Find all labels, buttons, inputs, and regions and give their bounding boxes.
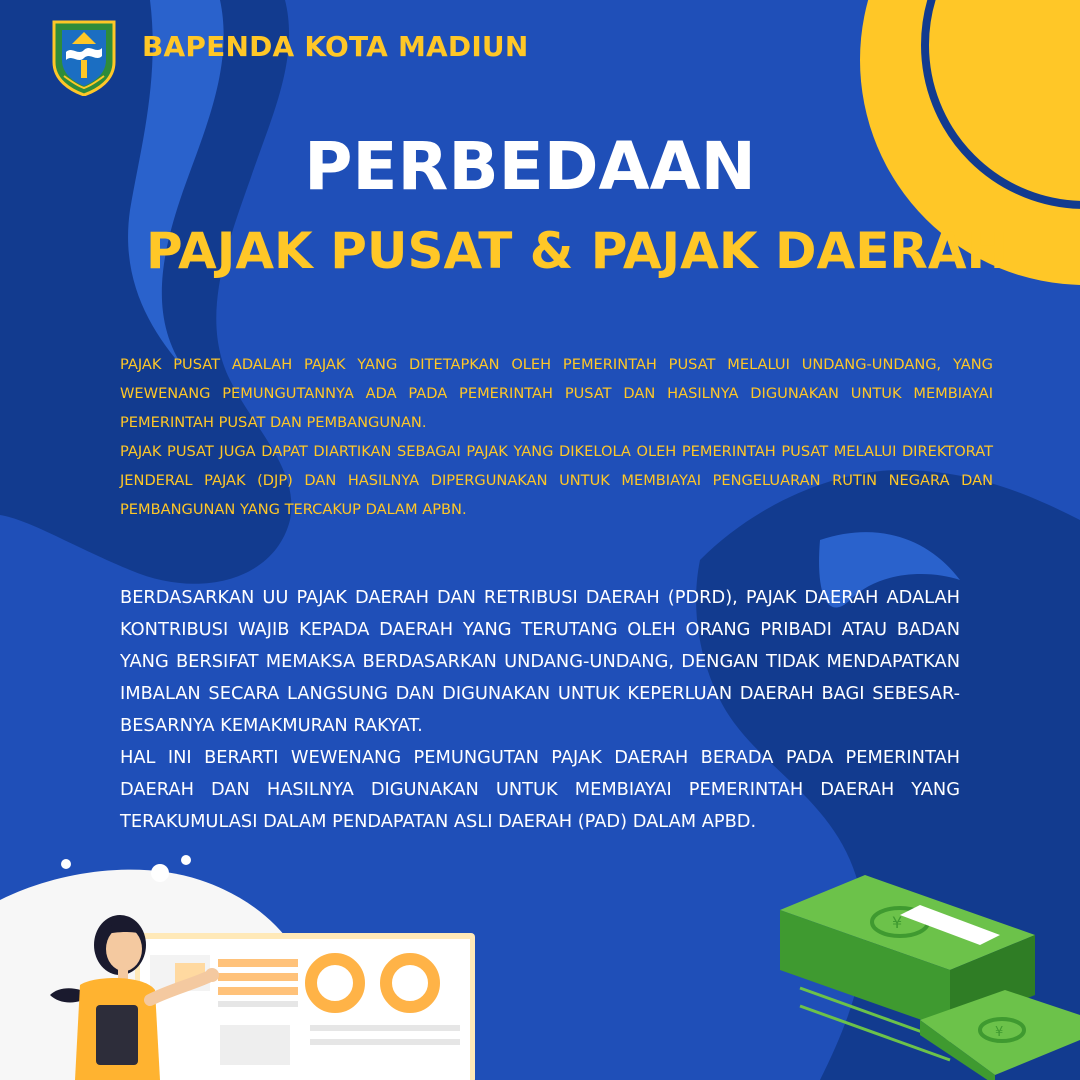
pajak-daerah-text	[120, 582, 960, 838]
woman-presenting-dashboard-icon	[40, 905, 480, 1080]
money-stack-icon	[770, 870, 1080, 1080]
pajak-pusat-text	[120, 350, 993, 524]
pajak-pusat-paragraph-2: PAJAK PUSAT JUGA DAPAT DIARTIKAN SEBAGAI PAJAK YANG DIKELOLA OLEH PEMERINTAH PUSAT MELALUI DIREKTORAT JENDERAL PAJAK (DJP) DAN HASILNYA DIPERGUNAKAN UNTUK MEMBIAYAI PENGELUARAN RUTIN NEGARA DAN PEMBANGUNAN YANG TERCAKUP DALAM APBN.	[120, 443, 993, 518]
pajak-daerah-paragraph-1: BERDASARKAN UU PAJAK DAERAH DAN RETRIBUSI DAERAH (PDRD), PAJAK DAERAH ADALAH KONTRIBUSI WAJIB KEPADA DAERAH YANG TERUTANG OLEH ORANG PRIBADI ATAU BADAN YANG BERSIFAT MEMAKSA BERDASARKAN UNDANG-UNDANG, DENGAN TIDAK MENDAPATKAN IMBALAN SECARA LANGSUNG DAN DIGUNAKAN UNTUK KEPERLUAN DAERAH BAGI SEBESAR-BESARNYA KEMAKMURAN RAKYAT.	[120, 587, 960, 736]
pajak-pusat-paragraph-1: PAJAK PUSAT ADALAH PAJAK YANG DITETAPKAN OLEH PEMERINTAH PUSAT MELALUI UNDANG-UNDANG, YANG WEWENANG PEMUNGUTANNYA ADA PADA PEMERINTAH PUSAT DAN HASILNYA DIGUNAKAN UNTUK MEMBIAYAI PEMERINTAH PUSAT DAN PEMBANGUNAN.	[120, 356, 993, 431]
dot-1	[61, 859, 71, 869]
pajak-daerah-paragraph-2: HAL INI BERARTI WEWENANG PEMUNGUTAN PAJAK DAERAH BERADA PADA PEMERINTAH DAERAH DAN HASILNYA DIGUNAKAN UNTUK MEMBIAYAI PEMERINTAH DAERAH YANG TERAKUMULASI DALAM PENDAPATAN ASLI DAERAH (PAD) DALAM APBD.	[120, 747, 960, 832]
svg-text:¥: ¥	[892, 913, 903, 932]
svg-text:¥: ¥	[995, 1025, 1004, 1040]
org-name: BAPENDA KOTA MADIUN	[142, 30, 529, 63]
kota-madiun-logo-icon	[50, 16, 118, 96]
page-title: PERBEDAAN	[304, 128, 756, 205]
page-subtitle: PAJAK PUSAT & PAJAK DAERAH	[146, 222, 1009, 280]
dot-3	[181, 855, 191, 865]
dot-2	[151, 864, 169, 882]
